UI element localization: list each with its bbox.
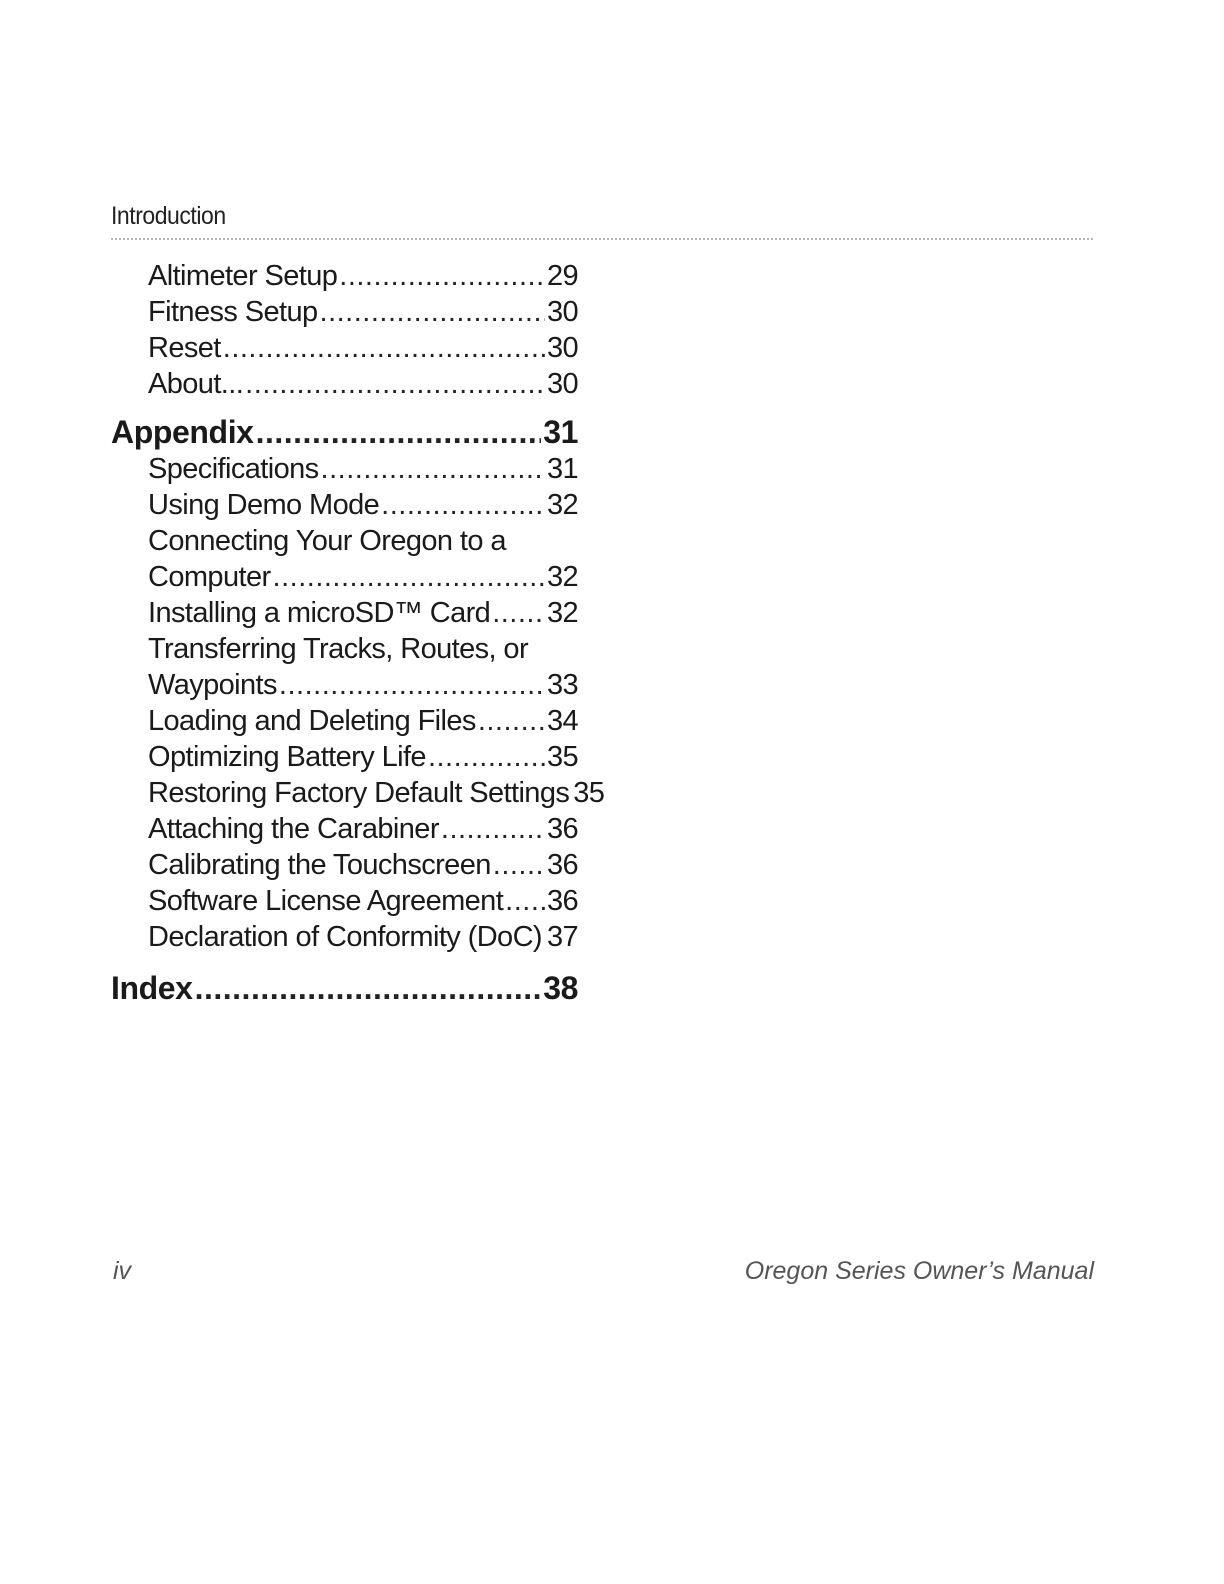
toc-chapter-page: 31 — [543, 414, 578, 450]
dot-leader — [339, 260, 545, 293]
toc-chapter-page: 38 — [543, 970, 578, 1006]
toc-entry-loading-deleting[interactable] — [148, 705, 578, 741]
toc-entry-label: Software License Agreement — [148, 885, 504, 917]
toc-entry-about[interactable] — [148, 368, 578, 404]
dot-leader — [321, 453, 545, 486]
toc-entry-fitness-setup[interactable] — [148, 296, 578, 332]
dot-leader — [478, 705, 545, 738]
toc-entry-label: Fitness Setup — [148, 296, 318, 328]
dot-leader — [493, 849, 545, 882]
toc-entry-page: 35 — [546, 741, 578, 773]
toc-entry-label: Calibrating the Touchscreen — [148, 849, 491, 881]
toc-chapter-label: Appendix — [111, 414, 254, 450]
toc-entry-page: 35 — [573, 777, 605, 809]
toc-entry-label: Optimizing Battery Life — [148, 741, 426, 773]
toc-entry-page: 37 — [546, 921, 578, 953]
dot-leader — [245, 368, 545, 401]
running-head: Introduction — [111, 202, 226, 230]
toc-entry-page: 30 — [546, 332, 578, 364]
toc-entry-label: Attaching the Carabiner — [148, 813, 439, 845]
toc-entry-label: Altimeter Setup — [148, 260, 338, 292]
toc-entry-carabiner[interactable] — [148, 813, 578, 849]
toc-chapter-appendix[interactable] — [111, 414, 578, 454]
toc-chapter-index[interactable] — [111, 970, 578, 1010]
toc-entry-restoring-defaults[interactable] — [148, 777, 605, 813]
toc-entry-label: Specifications — [148, 453, 319, 485]
toc-entry-transferring[interactable] — [148, 669, 578, 705]
toc-entry-label: About... — [148, 368, 244, 400]
dot-leader — [381, 489, 545, 522]
toc-entry-transferring-line1[interactable]: Transferring Tracks, Routes, or — [148, 633, 529, 665]
toc-entry-page: 33 — [546, 669, 578, 701]
toc-entry-connecting-line1[interactable]: Connecting Your Oregon to a — [148, 525, 506, 557]
toc-entry-connecting[interactable] — [148, 561, 578, 597]
dot-leader — [544, 921, 545, 954]
toc-entry-page: 32 — [546, 597, 578, 629]
dot-leader — [256, 414, 542, 451]
toc-entry-page: 36 — [546, 813, 578, 845]
toc-entry-label: Restoring Factory Default Settings — [148, 777, 570, 809]
toc-entry-software-license[interactable] — [148, 885, 578, 921]
toc-entry-page: 34 — [546, 705, 578, 737]
toc-entry-page: 30 — [546, 296, 578, 328]
toc-entry-installing-microsd[interactable] — [148, 597, 578, 633]
footer-manual-title: Oregon Series Owner’s Manual — [744, 1257, 1094, 1285]
toc-entry-label: Installing a microSD™ Card — [148, 597, 491, 629]
toc-entry-label: Declaration of Conformity (DoC) — [148, 921, 542, 953]
toc-entry-label: Loading and Deleting Files — [148, 705, 476, 737]
toc-entry-label: Computer — [148, 561, 271, 593]
toc-entry-label: Using Demo Mode — [148, 489, 380, 521]
toc-entry-page: 36 — [546, 849, 578, 881]
dot-leader — [441, 813, 545, 846]
dot-leader — [428, 741, 545, 774]
toc-entry-page: 31 — [546, 453, 578, 485]
dot-leader — [223, 332, 545, 365]
dot-leader — [505, 885, 545, 918]
dot-leader — [279, 669, 545, 702]
dot-leader — [273, 561, 545, 594]
toc-entry-page: 29 — [546, 260, 578, 292]
dot-leader — [195, 970, 542, 1007]
toc-entry-page: 30 — [546, 368, 578, 400]
toc-entry-label: Waypoints — [148, 669, 277, 701]
toc-entry-using-demo-mode[interactable] — [148, 489, 578, 525]
toc-entry-reset[interactable] — [148, 332, 578, 368]
footer-page-number: iv — [113, 1257, 132, 1285]
toc-entry-page: 32 — [546, 489, 578, 521]
toc-chapter-label: Index — [111, 970, 193, 1006]
toc-entry-label: Reset — [148, 332, 221, 364]
toc-entry-altimeter-setup[interactable] — [148, 260, 578, 296]
dot-leader — [320, 296, 545, 329]
toc-entry-declaration-conformity[interactable] — [148, 921, 578, 957]
toc-entry-calibrating-touchscreen[interactable] — [148, 849, 578, 885]
toc-entry-page: 36 — [546, 885, 578, 917]
toc-entry-specifications[interactable] — [148, 453, 578, 489]
toc-entry-page: 32 — [546, 561, 578, 593]
toc-entry-optimizing-battery[interactable] — [148, 741, 578, 777]
dot-leader — [492, 597, 545, 630]
